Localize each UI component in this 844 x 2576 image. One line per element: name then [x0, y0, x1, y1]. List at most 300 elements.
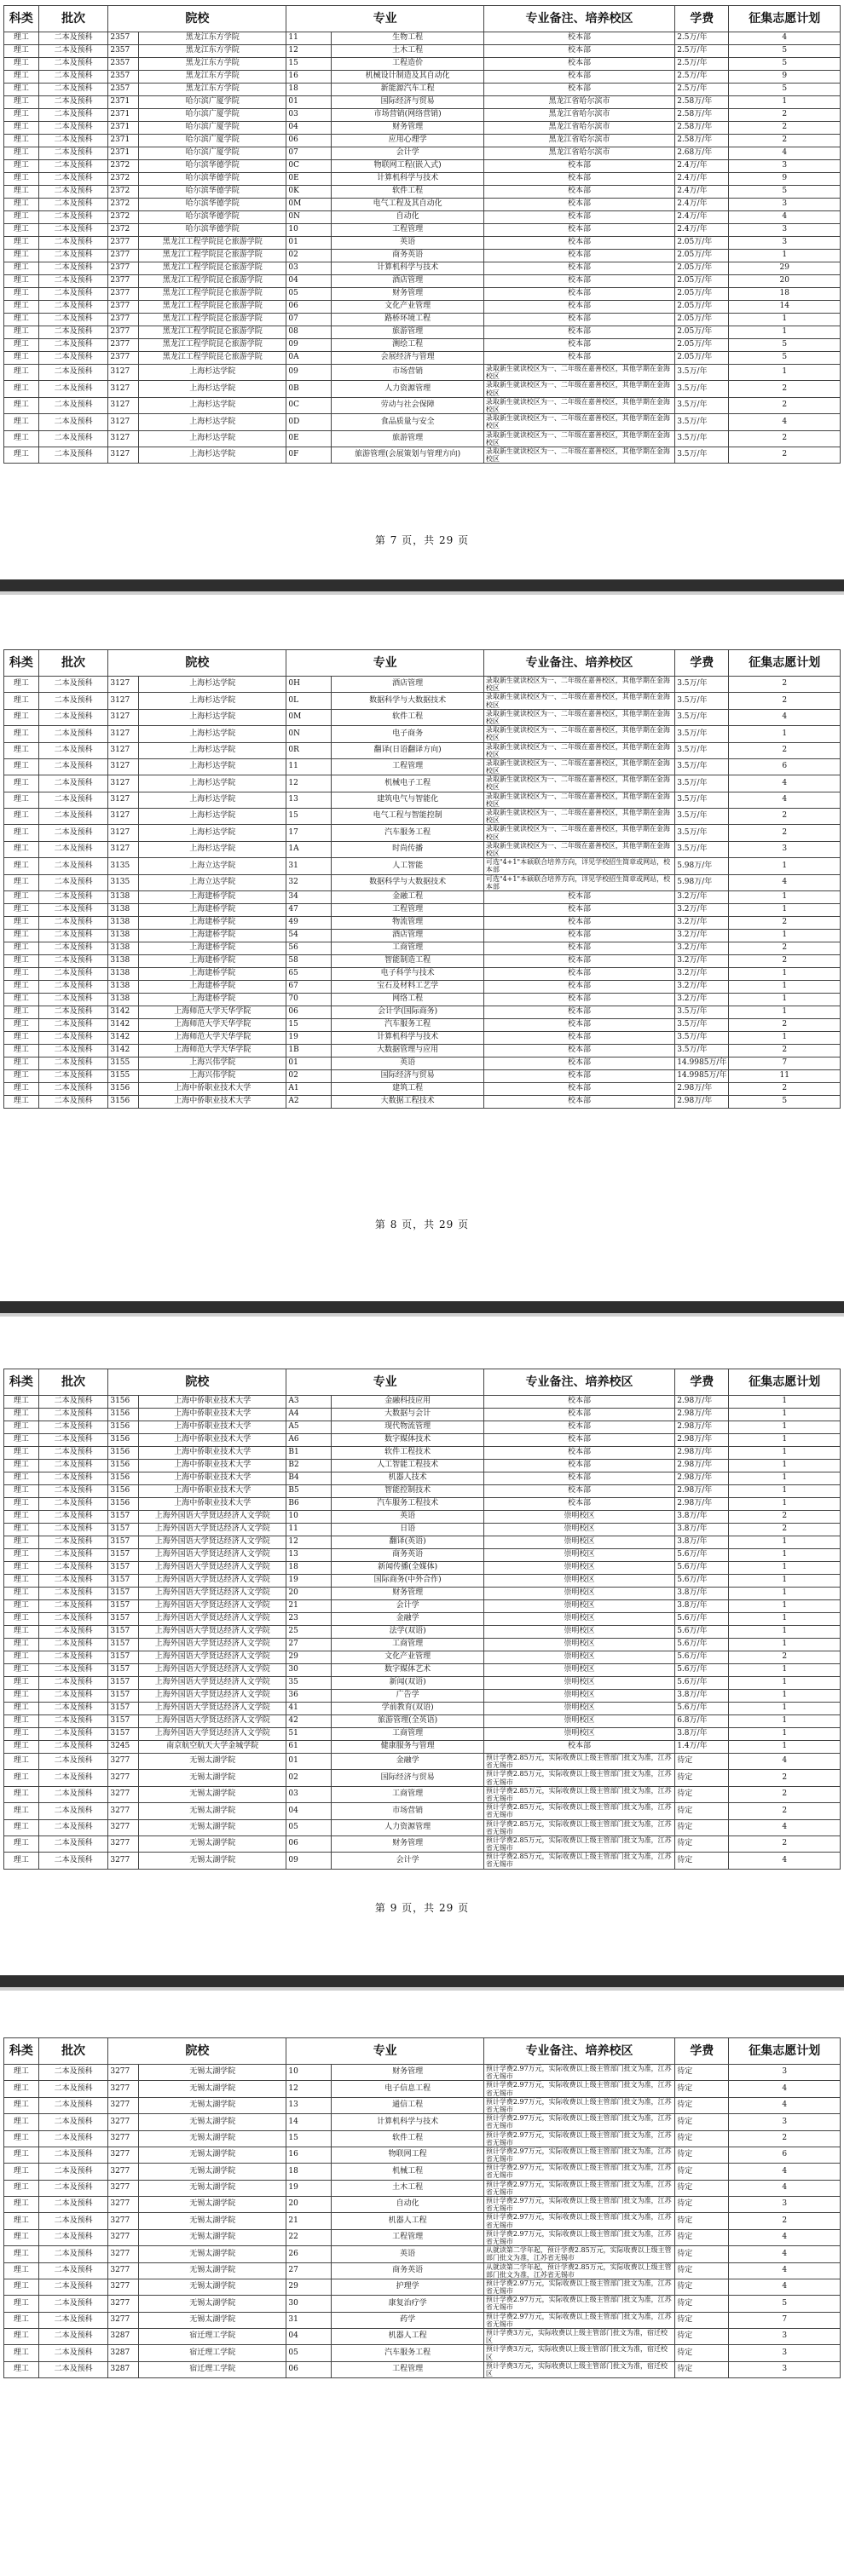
major-code-cell: 21: [286, 1600, 332, 1613]
major-name-cell: 劳动与社会保障: [332, 397, 483, 413]
plan-count-cell: 9: [729, 173, 841, 186]
major-code-cell: 01: [286, 237, 332, 250]
major-code-cell: 36: [286, 1690, 332, 1703]
tuition-cell: 2.98万/年: [675, 1409, 729, 1421]
tuition-cell: 3.8万/年: [675, 1600, 729, 1613]
column-header: 学费: [675, 2038, 729, 2065]
note-cell: 校本部: [483, 967, 674, 980]
major-code-cell: 10: [286, 2065, 332, 2081]
major-code-cell: B5: [286, 1485, 332, 1498]
school-code-cell: 3277: [108, 2246, 139, 2262]
school-code-cell: 2371: [108, 109, 139, 122]
school-code-cell: 3277: [108, 1835, 139, 1852]
major-code-cell: 01: [286, 1754, 332, 1770]
note-cell: 崇明校区: [483, 1600, 674, 1613]
category-cell: 理工: [4, 2361, 39, 2377]
table-row: [4, 314, 841, 326]
school-name-cell: 上海建桥学院: [139, 890, 286, 903]
document-page: [0, 644, 844, 1241]
category-cell: 理工: [4, 1819, 39, 1835]
plan-count-cell: 2: [729, 430, 841, 447]
tuition-cell: 2.58万/年: [675, 109, 729, 122]
table-row: [4, 1082, 841, 1095]
table-row: [4, 1562, 841, 1575]
major-code-cell: 20: [286, 2197, 332, 2213]
batch-cell: 二本及预科: [38, 1677, 108, 1690]
school-name-cell: 上海外国语大学贤达经济人文学院: [139, 1639, 286, 1651]
school-code-cell: 3157: [108, 1588, 139, 1600]
column-header: 院校: [108, 650, 286, 677]
table-row: [4, 1819, 841, 1835]
note-cell: 校本部: [483, 262, 674, 275]
batch-cell: 二本及预科: [38, 1018, 108, 1031]
school-code-cell: 3277: [108, 1803, 139, 1819]
plan-count-cell: 4: [729, 2279, 841, 2295]
category-cell: 理工: [4, 430, 39, 447]
table-row: [4, 1786, 841, 1802]
tuition-cell: 待定: [675, 1754, 729, 1770]
batch-cell: 二本及预科: [38, 1549, 108, 1562]
note-cell: 崇明校区: [483, 1613, 674, 1626]
category-cell: 理工: [4, 929, 39, 942]
major-name-cell: 自动化: [332, 2197, 483, 2213]
plan-count-cell: 2: [729, 1786, 841, 1802]
note-cell: 崇明校区: [483, 1511, 674, 1524]
major-name-cell: 护理学: [332, 2279, 483, 2295]
plan-count-cell: 1: [729, 1728, 841, 1741]
note-cell: 校本部: [483, 1498, 674, 1511]
table-row: [4, 1434, 841, 1447]
batch-cell: 二本及预科: [38, 32, 108, 45]
major-code-cell: 25: [286, 1626, 332, 1639]
major-name-cell: 电气工程与智能控制: [332, 809, 483, 825]
table-row: [4, 1511, 841, 1524]
category-cell: 理工: [4, 903, 39, 916]
school-name-cell: 宿迁理工学院: [139, 2345, 286, 2361]
tuition-cell: 待定: [675, 2081, 729, 2097]
batch-cell: 二本及预科: [38, 1803, 108, 1819]
batch-cell: 二本及预科: [38, 2180, 108, 2196]
plan-count-cell: 2: [729, 447, 841, 463]
school-code-cell: 3277: [108, 2164, 139, 2180]
major-code-cell: 65: [286, 967, 332, 980]
table-row: [4, 2197, 841, 2213]
plan-count-cell: 1: [729, 1409, 841, 1421]
category-cell: 理工: [4, 262, 39, 275]
major-name-cell: 旅游管理(全英语): [332, 1715, 483, 1728]
school-code-cell: 2377: [108, 275, 139, 288]
school-name-cell: 无锡太湖学院: [139, 1803, 286, 1819]
category-cell: 理工: [4, 967, 39, 980]
category-cell: 理工: [4, 1460, 39, 1472]
note-cell: 预计学费2.85万元，实际收费以上级主管部门批文为准，江苏省无锡市: [483, 1803, 674, 1819]
school-name-cell: 黑龙江工程学院昆仑旅游学院: [139, 326, 286, 339]
major-name-cell: 商务英语: [332, 250, 483, 262]
note-cell: 校本部: [483, 199, 674, 211]
major-name-cell: 智能控制技术: [332, 1485, 483, 1498]
tuition-cell: 待定: [675, 2213, 729, 2229]
plan-count-cell: 4: [729, 1853, 841, 1869]
batch-cell: 二本及预科: [38, 967, 108, 980]
table-row: [4, 792, 841, 808]
school-code-cell: 3157: [108, 1639, 139, 1651]
note-cell: 崇明校区: [483, 1562, 674, 1575]
tuition-cell: 2.05万/年: [675, 339, 729, 352]
note-cell: 录取新生就读校区为一、二年级在嘉善校区，其他学期在金海校区: [483, 447, 674, 463]
school-code-cell: 3157: [108, 1715, 139, 1728]
school-name-cell: 上海兴伟学院: [139, 1069, 286, 1082]
table-row: [4, 430, 841, 447]
school-name-cell: 上海杉达学院: [139, 775, 286, 792]
page-separator: [0, 1975, 844, 1987]
batch-cell: 二本及预科: [38, 1575, 108, 1588]
table-row: [4, 1639, 841, 1651]
major-name-cell: 文化产业管理: [332, 301, 483, 314]
note-cell: 校本部: [483, 314, 674, 326]
tuition-cell: 2.05万/年: [675, 250, 729, 262]
plan-count-cell: 1: [729, 1562, 841, 1575]
category-cell: 理工: [4, 841, 39, 857]
tuition-cell: 待定: [675, 1803, 729, 1819]
major-name-cell: 新闻传播(全媒体): [332, 1562, 483, 1575]
plan-count-cell: 4: [729, 2262, 841, 2279]
school-code-cell: 3127: [108, 775, 139, 792]
school-name-cell: 哈尔滨广厦学院: [139, 147, 286, 160]
school-name-cell: 上海建桥学院: [139, 916, 286, 929]
major-name-cell: 市场营销: [332, 365, 483, 381]
table-row: [4, 1803, 841, 1819]
school-code-cell: 3127: [108, 365, 139, 381]
plan-count-cell: 4: [729, 775, 841, 792]
tuition-cell: 2.98万/年: [675, 1421, 729, 1434]
major-code-cell: 05: [286, 2345, 332, 2361]
tuition-cell: 3.5万/年: [675, 381, 729, 397]
major-code-cell: 30: [286, 2296, 332, 2312]
plan-count-cell: 4: [729, 2180, 841, 2196]
category-cell: 理工: [4, 250, 39, 262]
major-name-cell: 网络工程: [332, 993, 483, 1006]
table-row: [4, 135, 841, 147]
school-code-cell: 3277: [108, 2065, 139, 2081]
category-cell: 理工: [4, 709, 39, 725]
table-row: [4, 96, 841, 109]
tuition-cell: 3.8万/年: [675, 1524, 729, 1536]
major-code-cell: 12: [286, 45, 332, 58]
major-name-cell: 国际商务(中外合作): [332, 1575, 483, 1588]
note-cell: 预计学费2.85万元，实际收费以上级主管部门批文为准，江苏省无锡市: [483, 1835, 674, 1852]
school-name-cell: 哈尔滨华德学院: [139, 211, 286, 224]
note-cell: 校本部: [483, 339, 674, 352]
batch-cell: 二本及预科: [38, 147, 108, 160]
school-code-cell: 2377: [108, 237, 139, 250]
category-cell: 理工: [4, 1018, 39, 1031]
table-row: [4, 1069, 841, 1082]
table-row: [4, 1460, 841, 1472]
school-name-cell: 黑龙江东方学院: [139, 71, 286, 84]
batch-cell: 二本及预科: [38, 301, 108, 314]
school-name-cell: 上海杉达学院: [139, 365, 286, 381]
tuition-cell: 3.5万/年: [675, 726, 729, 742]
school-name-cell: 上海杉达学院: [139, 809, 286, 825]
major-code-cell: 06: [286, 135, 332, 147]
school-code-cell: 3156: [108, 1421, 139, 1434]
plan-count-cell: 3: [729, 160, 841, 173]
category-cell: 理工: [4, 1511, 39, 1524]
school-name-cell: 宿迁理工学院: [139, 2329, 286, 2345]
category-cell: 理工: [4, 1741, 39, 1754]
table-row: [4, 809, 841, 825]
note-cell: 录取新生就读校区为一、二年级在嘉善校区，其他学期在金海校区: [483, 677, 674, 693]
major-code-cell: 18: [286, 2164, 332, 2180]
tuition-cell: 待定: [675, 2279, 729, 2295]
table-row: [4, 1018, 841, 1031]
category-cell: 理工: [4, 1575, 39, 1588]
table-row: [4, 677, 841, 693]
tuition-cell: 2.98万/年: [675, 1447, 729, 1460]
category-cell: 理工: [4, 2114, 39, 2130]
column-header: 院校: [108, 2038, 286, 2065]
major-name-cell: 翻译(英语): [332, 1536, 483, 1549]
major-name-cell: 人工智能: [332, 858, 483, 874]
tuition-cell: 3.2万/年: [675, 890, 729, 903]
category-cell: 理工: [4, 1006, 39, 1018]
major-code-cell: 11: [286, 32, 332, 45]
category-cell: 理工: [4, 942, 39, 954]
major-name-cell: 翻译(日语翻译方向): [332, 742, 483, 758]
school-code-cell: 2372: [108, 199, 139, 211]
category-cell: 理工: [4, 365, 39, 381]
note-cell: 预计学费3万元，实际收费以上级主管部门批文为准，宿迁校区: [483, 2345, 674, 2361]
table-row: [4, 993, 841, 1006]
major-code-cell: 06: [286, 301, 332, 314]
tuition-cell: 待定: [675, 2345, 729, 2361]
tuition-cell: 2.05万/年: [675, 288, 729, 301]
table-row: [4, 2296, 841, 2312]
major-name-cell: 市场营销(网络营销): [332, 109, 483, 122]
major-name-cell: 物流管理: [332, 916, 483, 929]
column-header: 科类: [4, 650, 39, 677]
major-name-cell: 工程造价: [332, 58, 483, 71]
school-name-cell: 无锡太湖学院: [139, 2164, 286, 2180]
note-cell: 校本部: [483, 890, 674, 903]
plan-count-cell: 14: [729, 301, 841, 314]
major-name-cell: 金融学: [332, 1754, 483, 1770]
school-name-cell: 上海杉达学院: [139, 693, 286, 709]
major-name-cell: 计算机科学与技术: [332, 262, 483, 275]
column-header: 学费: [675, 6, 729, 32]
major-name-cell: 工程管理: [332, 224, 483, 237]
school-code-cell: 2377: [108, 339, 139, 352]
tuition-cell: 5.6万/年: [675, 1626, 729, 1639]
plan-count-cell: 1: [729, 1472, 841, 1485]
major-name-cell: 金融学: [332, 1613, 483, 1626]
plan-count-cell: 4: [729, 2081, 841, 2097]
school-code-cell: 3156: [108, 1460, 139, 1472]
school-name-cell: 黑龙江工程学院昆仑旅游学院: [139, 339, 286, 352]
plan-count-cell: 1: [729, 1549, 841, 1562]
table-row: [4, 1575, 841, 1588]
major-name-cell: 国际经济与贸易: [332, 1069, 483, 1082]
category-cell: 理工: [4, 693, 39, 709]
school-code-cell: 3156: [108, 1095, 139, 1108]
batch-cell: 二本及预科: [38, 1819, 108, 1835]
column-header: 批次: [38, 650, 108, 677]
plan-count-cell: 2: [729, 1082, 841, 1095]
major-name-cell: 财务管理: [332, 122, 483, 135]
plan-count-cell: 2: [729, 809, 841, 825]
note-cell: 校本部: [483, 954, 674, 967]
plan-count-cell: 1: [729, 1031, 841, 1044]
table-row: [4, 942, 841, 954]
plan-count-cell: 4: [729, 2164, 841, 2180]
tuition-cell: 2.58万/年: [675, 135, 729, 147]
tuition-cell: 5.98万/年: [675, 874, 729, 890]
school-code-cell: 2377: [108, 262, 139, 275]
school-name-cell: 上海师范大学天华学院: [139, 1006, 286, 1018]
school-name-cell: 无锡太湖学院: [139, 1786, 286, 1802]
plan-count-cell: 1: [729, 980, 841, 993]
batch-cell: 二本及预科: [38, 84, 108, 96]
school-code-cell: 3277: [108, 2114, 139, 2130]
table-row: [4, 58, 841, 71]
school-code-cell: 3138: [108, 942, 139, 954]
school-name-cell: 上海外国语大学贤达经济人文学院: [139, 1703, 286, 1715]
note-cell: 录取新生就读校区为一、二年级在嘉善校区，其他学期在金海校区: [483, 397, 674, 413]
tuition-cell: 2.98万/年: [675, 1082, 729, 1095]
school-code-cell: 3156: [108, 1472, 139, 1485]
plan-count-cell: 4: [729, 2097, 841, 2113]
table-row: [4, 147, 841, 160]
tuition-cell: 待定: [675, 2262, 729, 2279]
table-row: [4, 2329, 841, 2345]
school-code-cell: 3277: [108, 2197, 139, 2213]
category-cell: 理工: [4, 1715, 39, 1728]
major-name-cell: 酒店管理: [332, 677, 483, 693]
school-name-cell: 无锡太湖学院: [139, 2296, 286, 2312]
batch-cell: 二本及预科: [38, 173, 108, 186]
category-cell: 理工: [4, 186, 39, 199]
note-cell: 可选"4+1"本硕联合培养方向，详见学校招生简章或网站，校本部: [483, 874, 674, 890]
table-row: [4, 841, 841, 857]
school-code-cell: 3277: [108, 2213, 139, 2229]
category-cell: 理工: [4, 1069, 39, 1082]
plan-count-cell: 1: [729, 326, 841, 339]
tuition-cell: 待定: [675, 2197, 729, 2213]
plan-count-cell: 3: [729, 2065, 841, 2081]
major-name-cell: 会计学: [332, 1600, 483, 1613]
major-code-cell: 02: [286, 250, 332, 262]
table-row: [4, 2097, 841, 2113]
category-cell: 理工: [4, 1613, 39, 1626]
admission-table: [3, 2037, 841, 2378]
note-cell: 校本部: [483, 1447, 674, 1460]
major-name-cell: 汽车服务工程: [332, 2345, 483, 2361]
school-code-cell: 3142: [108, 1031, 139, 1044]
plan-count-cell: 5: [729, 352, 841, 365]
plan-count-cell: 5: [729, 45, 841, 58]
batch-cell: 二本及预科: [38, 2262, 108, 2279]
school-name-cell: 上海建桥学院: [139, 954, 286, 967]
category-cell: 理工: [4, 71, 39, 84]
major-code-cell: 23: [286, 1613, 332, 1626]
batch-cell: 二本及预科: [38, 1396, 108, 1409]
school-code-cell: 3277: [108, 2147, 139, 2163]
batch-cell: 二本及预科: [38, 1588, 108, 1600]
note-cell: 崇明校区: [483, 1626, 674, 1639]
table-row: [4, 758, 841, 775]
school-code-cell: 2377: [108, 301, 139, 314]
batch-cell: 二本及预科: [38, 1786, 108, 1802]
tuition-cell: 5.6万/年: [675, 1549, 729, 1562]
category-cell: 理工: [4, 1409, 39, 1421]
major-name-cell: 土木工程: [332, 2180, 483, 2196]
category-cell: 理工: [4, 1536, 39, 1549]
major-name-cell: 数据科学与大数据技术: [332, 693, 483, 709]
category-cell: 理工: [4, 726, 39, 742]
major-name-cell: 汽车服务工程: [332, 1018, 483, 1031]
table-row: [4, 1664, 841, 1677]
major-name-cell: 测绘工程: [332, 339, 483, 352]
category-cell: 理工: [4, 1524, 39, 1536]
school-name-cell: 上海杉达学院: [139, 709, 286, 725]
plan-count-cell: 1: [729, 993, 841, 1006]
major-name-cell: 数字媒体技术: [332, 1434, 483, 1447]
plan-count-cell: 2: [729, 825, 841, 841]
school-code-cell: 3142: [108, 1018, 139, 1031]
table-row: [4, 414, 841, 430]
batch-cell: 二本及预科: [38, 2361, 108, 2377]
note-cell: 校本部: [483, 1057, 674, 1069]
tuition-cell: 待定: [675, 2329, 729, 2345]
column-header: 科类: [4, 2038, 39, 2065]
table-row: [4, 858, 841, 874]
note-cell: 崇明校区: [483, 1690, 674, 1703]
school-name-cell: 上海杉达学院: [139, 742, 286, 758]
note-cell: 预计学费2.97万元，实际收费以上级主管部门批文为准，江苏省无锡市: [483, 2213, 674, 2229]
batch-cell: 二本及预科: [38, 186, 108, 199]
major-code-cell: 47: [286, 903, 332, 916]
school-code-cell: 3277: [108, 1770, 139, 1786]
batch-cell: 二本及预科: [38, 109, 108, 122]
plan-count-cell: 3: [729, 2345, 841, 2361]
batch-cell: 二本及预科: [38, 993, 108, 1006]
school-code-cell: 3277: [108, 2081, 139, 2097]
plan-count-cell: 2: [729, 135, 841, 147]
major-code-cell: 0F: [286, 447, 332, 463]
batch-cell: 二本及预科: [38, 1562, 108, 1575]
school-name-cell: 哈尔滨广厦学院: [139, 96, 286, 109]
tuition-cell: 3.5万/年: [675, 825, 729, 841]
table-row: [4, 693, 841, 709]
batch-cell: 二本及预科: [38, 1485, 108, 1498]
school-name-cell: 上海中侨职业技术大学: [139, 1447, 286, 1460]
note-cell: 预计学费2.97万元，实际收费以上级主管部门批文为准，江苏省无锡市: [483, 2229, 674, 2245]
plan-count-cell: 1: [729, 726, 841, 742]
category-cell: 理工: [4, 301, 39, 314]
note-cell: 校本部: [483, 186, 674, 199]
batch-cell: 二本及预科: [38, 211, 108, 224]
category-cell: 理工: [4, 339, 39, 352]
batch-cell: 二本及预科: [38, 199, 108, 211]
note-cell: 预计学费2.97万元，实际收费以上级主管部门批文为准，江苏省无锡市: [483, 2114, 674, 2130]
category-cell: 理工: [4, 1082, 39, 1095]
major-name-cell: 会计学: [332, 147, 483, 160]
column-header: 批次: [38, 1369, 108, 1396]
tuition-cell: 3.5万/年: [675, 677, 729, 693]
category-cell: 理工: [4, 1562, 39, 1575]
school-code-cell: 3127: [108, 447, 139, 463]
major-name-cell: 人力资源管理: [332, 381, 483, 397]
